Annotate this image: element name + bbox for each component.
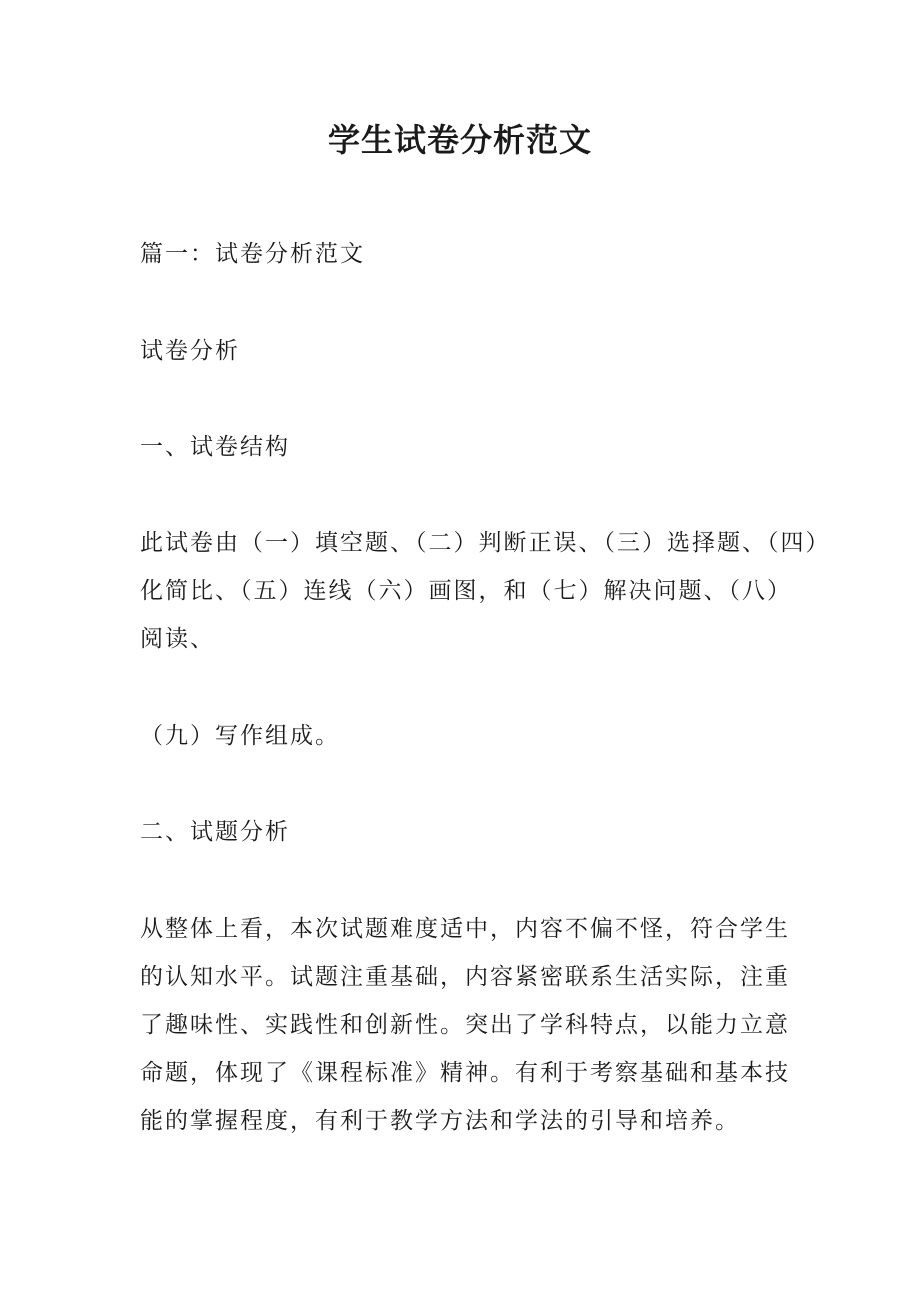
paragraph-line: 了趣味性、实践性和创新性。突出了学科特点，以能力立意 — [140, 1012, 790, 1038]
paragraph-line: 从整体上看，本次试题难度适中，内容不偏不怪，符合学生 — [140, 916, 790, 942]
paragraph-line: 命题，体现了《课程标准》精神。有利于考察基础和基本技 — [140, 1060, 790, 1086]
section-heading-analysis: 二、试题分析 — [140, 819, 290, 845]
paragraph-line: 化简比、（五）连线（六）画图，和（七）解决问题、（八） — [140, 578, 792, 604]
paragraph-structure — [140, 519, 831, 663]
paragraph-line: 阅读、 — [140, 626, 215, 652]
paragraph-line: 此试卷由（一）填空题、（二）判断正误、（三）选择题、（四） — [140, 530, 831, 556]
document-title: 学生试卷分析范文 — [327, 121, 592, 159]
paragraph-line: 的认知水平。试题注重基础，内容紧密联系生活实际，注重 — [140, 964, 790, 990]
paragraph-line: 能的掌握程度，有利于教学方法和学法的引导和培养。 — [140, 1108, 740, 1134]
part-heading: 篇一：试卷分析范文 — [140, 241, 365, 267]
paragraph-composition: （九）写作组成。 — [140, 723, 340, 749]
section-heading-structure: 一、试卷结构 — [140, 434, 290, 460]
paragraph-analysis — [140, 905, 800, 1145]
sub-heading: 试卷分析 — [140, 338, 240, 364]
